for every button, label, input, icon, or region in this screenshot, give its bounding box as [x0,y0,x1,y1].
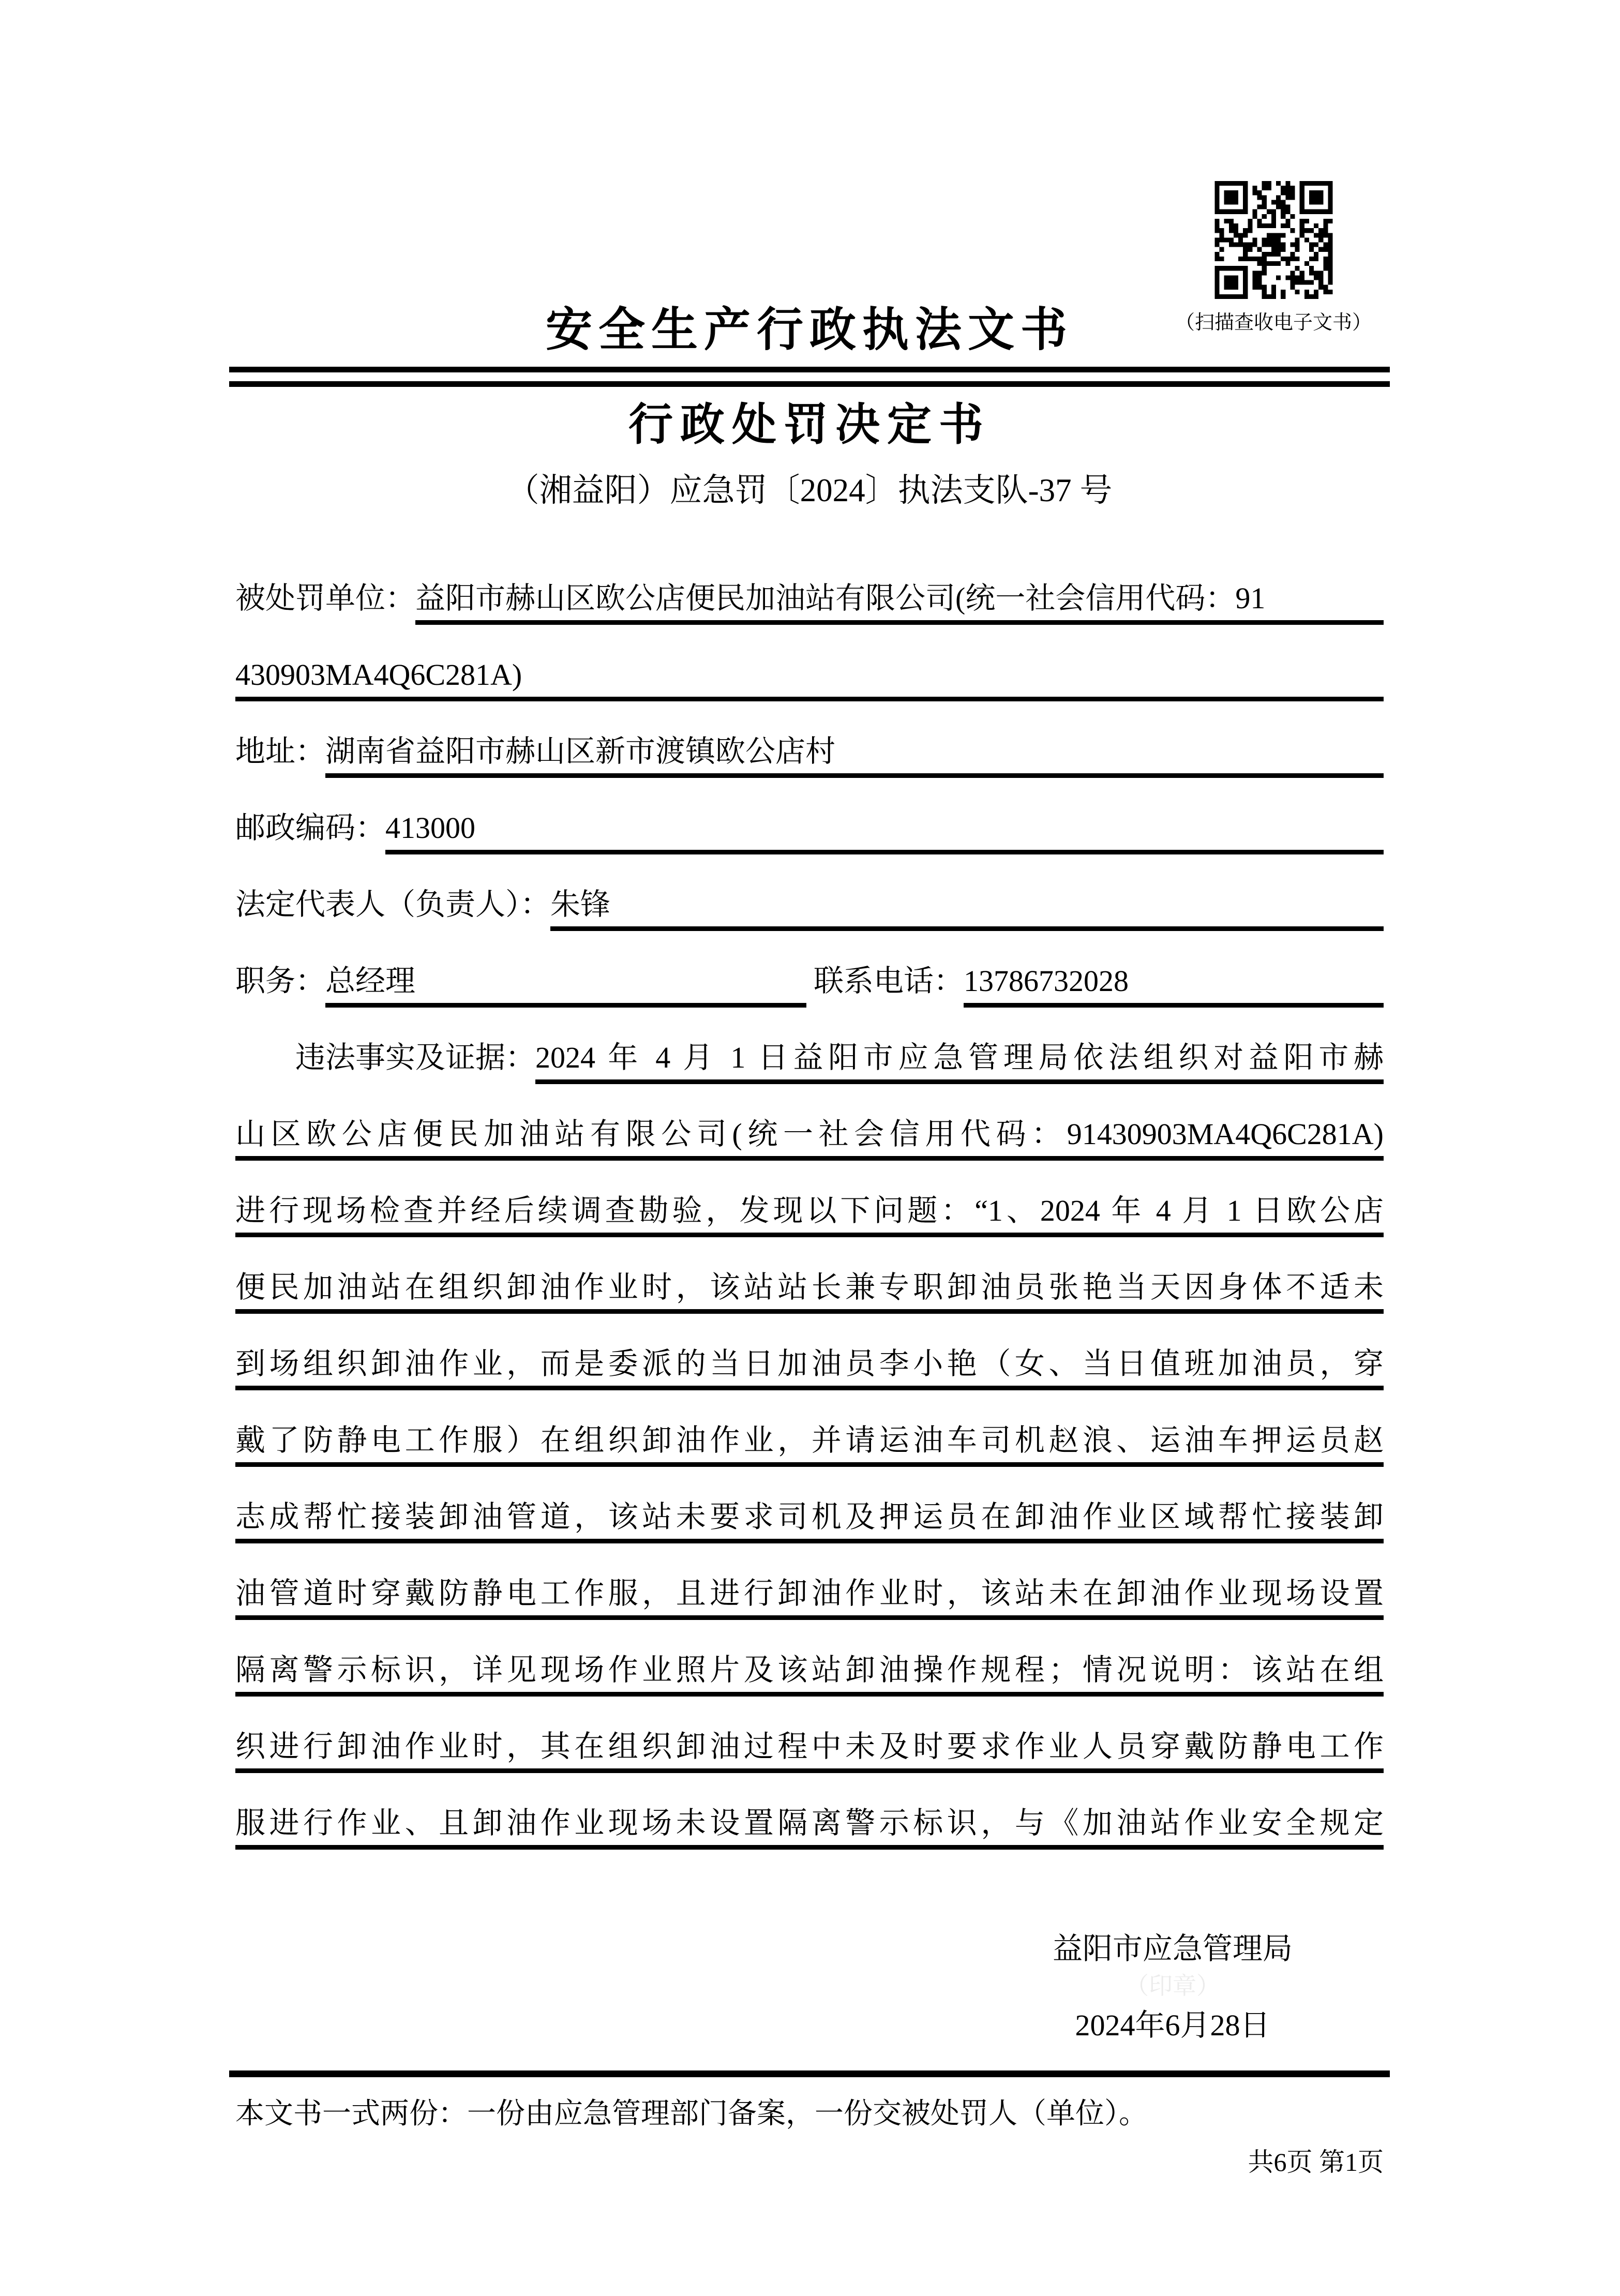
body-line-8 [235,1543,1384,1620]
field-row-position-phone [235,931,1384,1008]
footer-note: 本文书一式两份：一份由应急管理部门备案，一份交被处罚人（单位）。 [235,2098,1148,2130]
body-line-6 [235,1390,1384,1467]
issuing-agency: 益阳市应急管理局 [1052,1931,1293,1965]
header-double-rule [229,367,1390,387]
issue-date: 2024年6月28日 [1075,2008,1270,2043]
punished-unit-label: 被处罚单位： [235,581,416,615]
body-text: 织进行卸油作业时，其在组织卸油过程中未及时要求作业人员穿戴防静电工作 [235,1729,1384,1773]
body-text: 山区欧公店便民加油站有限公司(统一社会信用代码：91430903MA4Q6C281A) [235,1116,1384,1161]
body-text: 服进行作业、且卸油作业现场未设置隔离警示标识，与《加油站作业安全规定 [235,1805,1384,1850]
field-row-postcode [235,778,1384,854]
body-text: 戴了防静电工作服）在组织卸油作业，并请运油车司机赵浪、运油车押运员赵 [235,1422,1384,1467]
body-line-4 [235,1237,1384,1314]
postcode-value: 413000 [385,810,1384,854]
position-value: 总经理 [325,963,806,1008]
punished-unit-value: 益阳市赫山区欧公店便民加油站有限公司(统一社会信用代码：91 [415,580,1384,625]
document-content [235,0,1384,2179]
punished-unit-value-continued: 430903MA4Q6C281A) [235,657,1384,701]
body-text: 进行现场检查并经后续调查勘验，发现以下问题：“1、2024 年 4 月 1 日欧公店 [235,1193,1384,1237]
address-value: 湖南省益阳市赫山区新市渡镇欧公店村 [325,733,1384,778]
page-title: 行政处罚决定书 [628,400,991,449]
signature-block [1053,1931,1293,2044]
footer-rule [229,2070,1390,2077]
phone-label: 联系电话： [814,964,964,998]
qr-caption: （扫描查收电子文书） [1175,312,1372,334]
body-line-9 [235,1620,1384,1697]
body-text: 到场组织卸油作业，而是委派的当日加油员李小艳（女、当日值班加油员，穿 [235,1346,1384,1390]
page-indicator: 共6页 第1页 [1248,2148,1384,2177]
body-line-7 [235,1467,1384,1543]
field-row-address [235,701,1384,778]
body-line-10 [235,1697,1384,1773]
field-row-punished-unit-cont [235,625,1384,701]
body-text: 隔离警示标识，详见现场作业照片及该站卸油操作规程；情况说明：该站在组 [235,1652,1384,1697]
body-text: 油管道时穿戴防静电工作服，且进行卸油作业时，该站未在卸油作业现场设置 [235,1575,1384,1620]
postcode-label: 邮政编码： [235,811,386,845]
document-number: （湘益阳）应急罚〔2024〕执法支队-37 号 [506,472,1113,509]
phone-value: 13786732028 [964,963,1384,1008]
body-text: 2024 年 4 月 1 日益阳市应急管理局依法组织对益阳市赫 [535,1040,1384,1084]
position-label: 职务： [235,964,326,998]
body-line-3 [235,1161,1384,1237]
legal-rep-value: 朱锋 [550,887,1384,931]
field-row-legal-rep [235,854,1384,931]
body-line-5 [235,1314,1384,1390]
document-set-title: 安全生产行政执法文书 [546,305,1073,356]
body-line-11 [235,1773,1384,1850]
body-text: 便民加油站在组织卸油作业时，该站站长兼专职卸油员张艳当天因身体不适未 [235,1269,1384,1314]
body-line-2 [235,1084,1384,1161]
facts-evidence-label: 违法事实及证据： [295,1040,536,1074]
seal-placeholder: （印章） [1124,1973,1220,2000]
legal-rep-label: 法定代表人（负责人）： [235,887,551,921]
form-and-body [235,548,1384,1850]
body-line-1 [235,1008,1384,1084]
address-label: 地址： [235,734,326,768]
body-text: 志成帮忙接装卸油管道，该站未要求司机及押运员在卸油作业区域帮忙接装卸 [235,1499,1384,1543]
field-row-punished-unit [235,548,1384,625]
